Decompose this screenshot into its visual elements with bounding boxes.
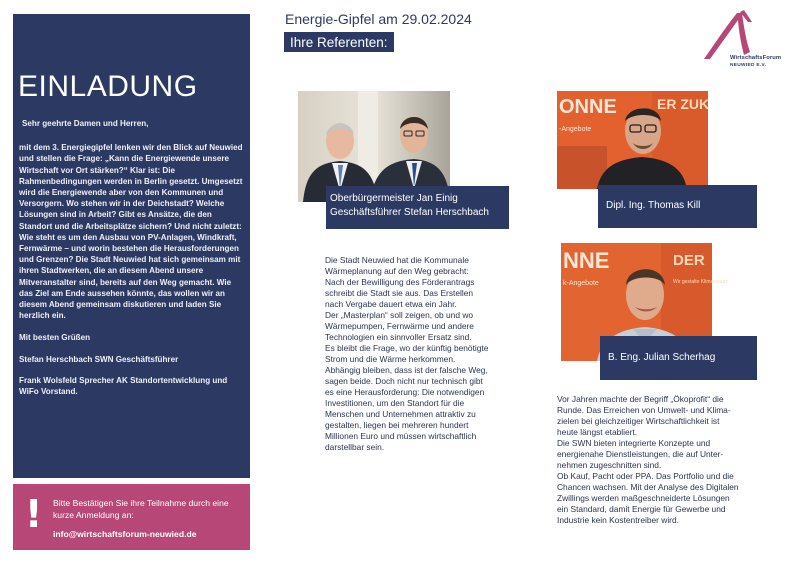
swn-line: Industrie kein Kostentreiber wird. xyxy=(557,515,679,525)
photo-bg-text-6: k-Angebote xyxy=(563,280,599,287)
photo-bg-text-7: Wir gestalte Klimaschutz xyxy=(673,279,728,285)
city-line: Es bleibt die Frage, wo der künftig benötigte xyxy=(325,343,489,353)
city-line: Menschen und Unternehmen attraktiv zu xyxy=(325,409,476,419)
swn-line: nehmen zugeschnitten sind. xyxy=(557,460,662,470)
signer-2: Frank Wolsfeld Sprecher AK Standortentwicklung und WiFo Vorstand. xyxy=(19,375,228,397)
exclamation-icon: ! xyxy=(25,492,43,536)
photo-bg-text-5: DER xyxy=(673,252,705,269)
speaker-caption-3 xyxy=(600,336,757,380)
speaker-caption-1 xyxy=(326,186,509,229)
closing: Mit besten Grüßen xyxy=(19,333,91,343)
city-line: Technologien ein sinnvoller Ersatz sind. xyxy=(325,332,472,342)
swn-line: Runde. Das Erreichen von Umwelt- und Klima- xyxy=(557,405,731,415)
city-text xyxy=(325,255,520,453)
caption-2-text: Dipl. Ing. Thomas Kill xyxy=(606,200,701,211)
photo-bg-text-1: ONNE xyxy=(559,96,617,118)
city-line: Investitionen, um den Standort für die xyxy=(325,398,465,408)
rsvp-email-link[interactable]: info@wirtschaftsforum-neuwied.de xyxy=(53,529,197,539)
photo-bg-text-2: ER ZUK xyxy=(657,96,710,112)
swn-line: ein Standard, damit Energie für Gewerbe und xyxy=(557,504,726,514)
signer-1: Stefan Herschbach SWN Geschäftsführer xyxy=(19,354,179,364)
swn-text xyxy=(557,394,757,526)
city-line: sagen beide. Doch nicht nur technisch gibt xyxy=(325,376,483,386)
city-line: Wärmeplanung auf den Weg gebracht: xyxy=(325,266,469,276)
section-label: Ihre Referenten: xyxy=(284,32,394,52)
event-title: Energie-Gipfel am 29.02.2024 xyxy=(285,11,472,27)
swn-line: Die SWN bieten integrierte Konzepte und xyxy=(557,438,711,448)
speaker-photo-2 xyxy=(557,91,708,189)
photo-bg-text-4: NNE xyxy=(563,248,610,273)
logo xyxy=(700,10,795,72)
city-line: es eine Herausforderung: Die notwendigen xyxy=(325,387,485,397)
swn-line: Vor Jahren machte der Begriff „Ökoprofit“ die xyxy=(557,394,724,404)
caption-1-line-2: Geschäftsführer Stefan Herschbach xyxy=(330,207,489,218)
greeting: Sehr geehrte Damen und Herren, xyxy=(22,119,149,128)
swn-line: Zwillings werden maßgeschneiderte Lösungen xyxy=(557,493,730,503)
photo-bg-text-3: -Angebote xyxy=(559,126,592,133)
city-line: Abhängig bleiben, dass ist der falsche Weg, xyxy=(325,365,488,375)
city-line: Strom und die Wärme herkommen. xyxy=(325,354,456,364)
rsvp-text: Bitte Bestätigen Sie ihre Teilnahme durch eine kurze Anmeldung an: xyxy=(53,498,229,520)
city-line: schreibt die Stadt sie aus. Das Erstellen xyxy=(325,288,474,298)
city-line: Millionen Euro und müssen wirtschaftlich xyxy=(325,431,477,441)
speaker-caption-2 xyxy=(598,185,757,228)
logo-text-line2: NEUWIED E.V. xyxy=(730,63,767,68)
invitation-text: mit dem 3. Energiegipfel lenken wir den Blick auf Neuwied und stellen die Frage: „Kann die Energiewende unsere Wirtschaft vor Ort stärken?“ Klar ist: Die Rahmenbedingungen werden in Berlin gesetzt. Umgesetzt wird die Energiewende aber von den Kommunen und Versorgern. Wo stehen wir in der Deichstadt? Welche Lösungen sind in Arbeit? Gibt es Ansätze, die den Standort und die Arbeitsplätze sichern? Und nicht zuletzt: Wie steht es um den Ausbau von PV-Anlagen, Windkraft, Fernwärme – und worin bestehen die Herausforderungen und Grenzen? Die Stadt Neuwied hat sich gemeinsam mit ihren Stadtwerken, die an diesem Abend unsere Mitveranstalter sind, bereits auf den Weg gemacht. Wie das Ziel am Ende aussehen könnte, das wollen wir an diesem Abend gemeinsam diskutieren und laden Sie herzlich ein. xyxy=(19,143,243,321)
swn-line: zielen bei gleichzeitiger Wirtschaftlichkeit ist xyxy=(557,416,720,426)
city-line: darstellbar sein. xyxy=(325,442,385,452)
swn-line: Ob Kauf, Pacht oder PPA. Das Portfolio und die xyxy=(557,471,734,481)
rsvp-box xyxy=(13,484,250,550)
city-line: Wärmepumpen, Fernwärme und andere xyxy=(325,321,474,331)
city-line: Der „Masterplan“ soll zeigen, ob und wo xyxy=(325,310,474,320)
invitation-title: EINLADUNG xyxy=(18,70,198,103)
swn-line: heute längst etabliert. xyxy=(557,427,638,437)
caption-3-text: B. Eng. Julian Scherhag xyxy=(608,352,716,363)
caption-1-line-1: Oberbürgermeister Jan Einig xyxy=(330,193,458,204)
invitation-panel xyxy=(13,14,250,478)
city-line: Nach der Bewilligung des Förderantrags xyxy=(325,277,475,287)
swn-line: energienahe Dienstleistungen, die auf Unter- xyxy=(557,449,724,459)
logo-text-line1: WirtschaftsForum xyxy=(730,55,782,61)
city-line: nach Vergabe dauert etwa ein Jahr. xyxy=(325,299,457,309)
logo-mark-icon xyxy=(700,10,795,60)
city-line: gestalten, liegen bei mehreren hundert xyxy=(325,420,469,430)
city-line: Die Stadt Neuwied hat die Kommunale xyxy=(325,255,469,265)
invitation-body xyxy=(19,118,247,408)
swn-line: Chancen wachsen. Mit der Analyse des Digitalen xyxy=(557,482,739,492)
